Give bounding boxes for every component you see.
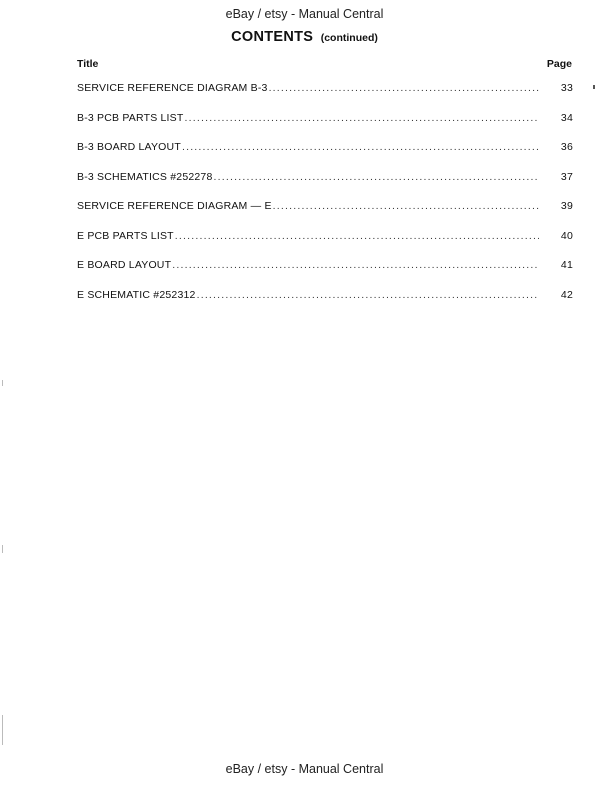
toc-entry (77, 230, 573, 260)
dot-leader (273, 200, 539, 212)
toc-entry-page: 39 (560, 200, 573, 212)
scan-edge-mark (2, 545, 3, 553)
toc-entry-title: E PCB PARTS LIST (77, 229, 174, 242)
toc-entry-title: E SCHEMATIC #252312 (77, 288, 196, 301)
toc-entry (77, 112, 573, 142)
dot-leader (269, 82, 539, 94)
watermark-top: eBay / etsy - Manual Central (225, 7, 384, 21)
page-subtitle: (continued) (320, 32, 378, 44)
toc-entry-title: B-3 PCB PARTS LIST (77, 111, 184, 124)
toc-entry (77, 200, 573, 230)
toc-entry-page: 33 (560, 82, 573, 94)
toc-entry (77, 82, 573, 112)
toc-entry-title: B-3 BOARD LAYOUT (77, 141, 181, 153)
toc-entry-title: E BOARD LAYOUT (77, 259, 172, 271)
watermark-bottom: eBay / etsy - Manual Central (225, 762, 384, 776)
column-header-title: Title (77, 58, 99, 70)
scan-tick-mark (593, 85, 595, 89)
toc-entry (77, 259, 573, 289)
dot-leader (175, 230, 539, 242)
dot-leader (172, 259, 539, 271)
toc-entry (77, 289, 573, 319)
scan-edge-mark (2, 380, 3, 386)
dot-leader (185, 112, 540, 124)
toc-entry (77, 171, 573, 201)
page-heading (0, 28, 609, 46)
dot-leader (182, 141, 539, 153)
toc-entry-page: 37 (560, 170, 573, 183)
toc-entry-title: SERVICE REFERENCE DIAGRAM — E (77, 200, 272, 212)
toc-entry-page: 40 (560, 229, 573, 242)
toc-entry (77, 141, 573, 171)
column-header-page: Page (546, 58, 572, 70)
page-title: CONTENTS (231, 29, 314, 45)
toc-entry-page: 41 (560, 259, 573, 271)
dot-leader (197, 289, 539, 301)
toc-entry-title: SERVICE REFERENCE DIAGRAM B-3 (77, 82, 268, 94)
toc-entry-page: 42 (560, 288, 573, 301)
dot-leader (214, 171, 539, 183)
toc-entry-page: 34 (560, 111, 573, 124)
toc-entry-page: 36 (560, 141, 573, 153)
toc-entry-title: B-3 SCHEMATICS #252278 (77, 170, 213, 183)
scan-edge-mark (2, 715, 3, 745)
table-of-contents (77, 82, 573, 318)
